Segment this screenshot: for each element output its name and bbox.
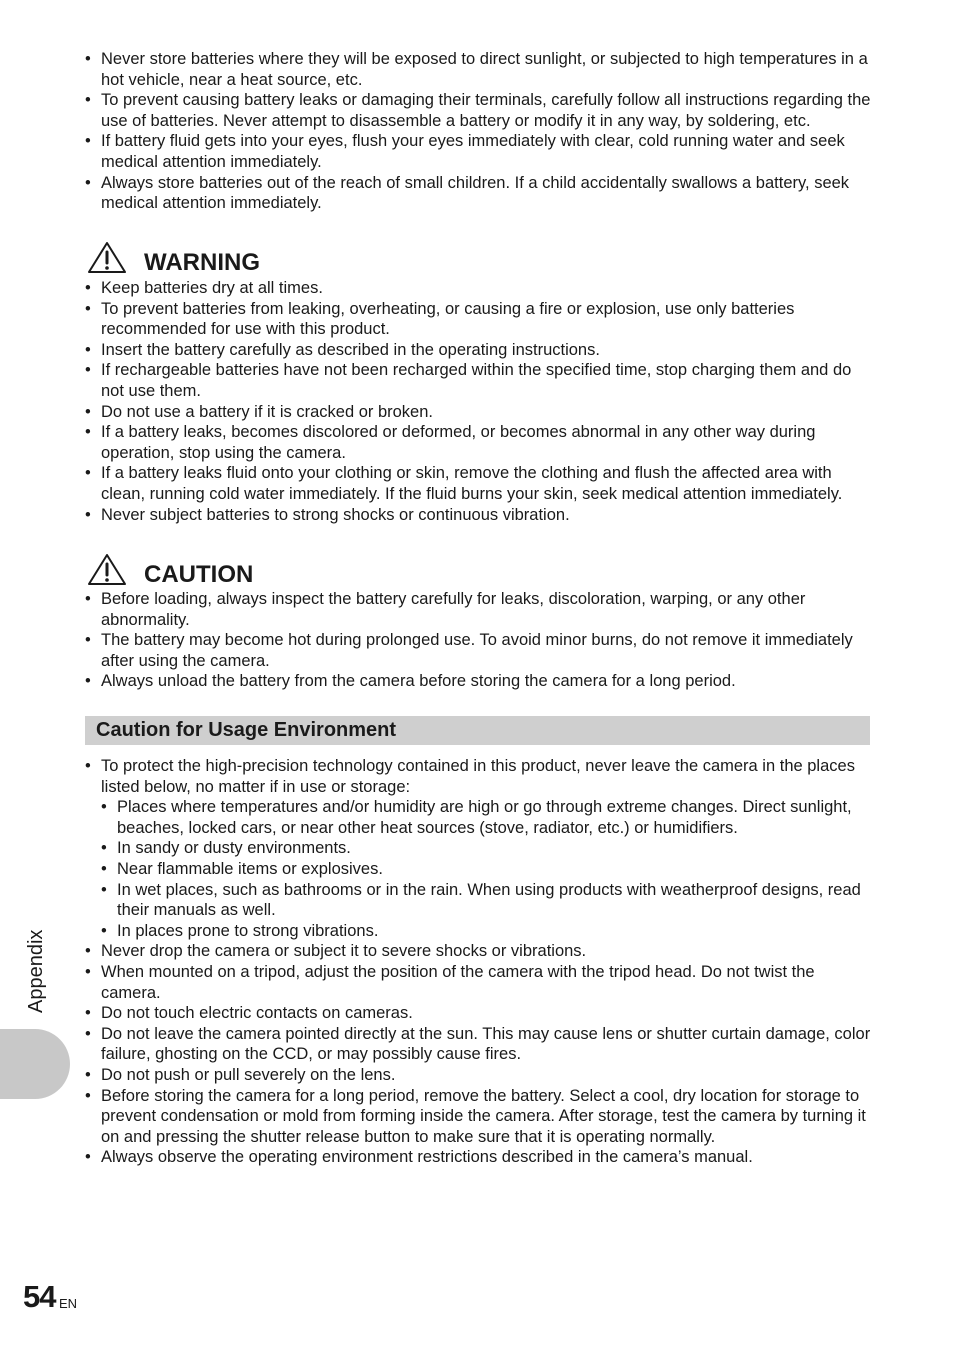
list-item: • The battery may become hot during prolonged use. To avoid minor burns, do not remove it immediately after using the camera.	[85, 630, 875, 671]
caution-triangle-icon	[86, 552, 128, 588]
list-item: • If a battery leaks fluid onto your clothing or skin, remove the clothing and flush the affected area with clean, running cold water immediately. If the fluid burns your skin, seek medical attention immediately.	[85, 463, 875, 504]
section-title: Caution for Usage Environment	[96, 719, 397, 741]
list-item: • Do not leave the camera pointed directly at the sun. This may cause lens or shutter curtain damage, color failure, ghosting on the CCD, or may possibly cause fires.	[85, 1024, 875, 1065]
list-item: • Never subject batteries to strong shocks or continuous vibration.	[85, 505, 875, 526]
list-item: • Never store batteries where they will be exposed to direct sunlight, or subjected to high temperatures in a hot vehicle, near a heat source, etc.	[85, 49, 875, 90]
caution-heading	[86, 552, 386, 588]
intro-list	[85, 49, 875, 214]
warning-list	[85, 278, 875, 525]
warning-title: WARNING	[144, 249, 260, 276]
list-item: • Do not push or pull severely on the lens.	[85, 1065, 875, 1086]
list-item: • Always store batteries out of the reach of small children. If a child accidentally swallows a battery, seek medical attention immediately.	[85, 173, 875, 214]
sub-list-item: • Places where temperatures and/or humidity are high or go through extreme changes. Direct sunlight, beaches, locked cars, or near other heat sources (stove, radiator, etc.) or humidifiers.	[101, 797, 875, 838]
caution-title: CAUTION	[144, 561, 254, 588]
list-item: • Do not touch electric contacts on cameras.	[85, 1003, 875, 1024]
list-item: • Insert the battery carefully as described in the operating instructions.	[85, 340, 875, 361]
section-heading-bar	[85, 716, 870, 745]
list-item: • Before loading, always inspect the battery carefully for leaks, discoloration, warping, or any other abnormality.	[85, 589, 875, 630]
sub-list-item: • Near flammable items or explosives.	[101, 859, 875, 880]
list-item: • To prevent batteries from leaking, overheating, or causing a fire or explosion, use only batteries recommended for use with this product.	[85, 299, 875, 340]
list-item: • Always observe the operating environment restrictions described in the camera’s manual.	[85, 1147, 875, 1168]
caution-list	[85, 589, 875, 692]
sub-list-item: • In sandy or dusty environments.	[101, 838, 875, 859]
sub-list-item: • In wet places, such as bathrooms or in the rain. When using products with weatherproof designs, read their manuals as well.	[101, 880, 875, 921]
list-item: • Never drop the camera or subject it to severe shocks or vibrations.	[85, 941, 875, 962]
list-item: • Keep batteries dry at all times.	[85, 278, 875, 299]
list-item: • Always unload the battery from the camera before storing the camera for a long period.	[85, 671, 875, 692]
list-item: • If rechargeable batteries have not been recharged within the specified time, stop charging them and do not use them.	[85, 360, 875, 401]
chapter-label: Appendix	[25, 929, 47, 1013]
warning-heading	[86, 240, 386, 276]
environment-list	[85, 756, 875, 1168]
list-item: • If battery fluid gets into your eyes, flush your eyes immediately with clear, cold running water and seek medical attention immediately.	[85, 131, 875, 172]
list-item: • When mounted on a tripod, adjust the position of the camera with the tripod head. Do not twist the camera.	[85, 962, 875, 1003]
list-item: • To protect the high-precision technology contained in this product, never leave the camera in the places listed below, no matter if in use or storage:	[85, 756, 875, 797]
chapter-tab	[0, 1029, 70, 1099]
sub-list-item: • In places prone to strong vibrations.	[101, 921, 875, 942]
list-item: • If a battery leaks, becomes discolored or deformed, or becomes abnormal in any other way during operation, stop using the camera.	[85, 422, 875, 463]
page-number: 54	[23, 1279, 56, 1314]
list-item: • To prevent causing battery leaks or damaging their terminals, carefully follow all instructions regarding the use of batteries. Never attempt to disassemble a battery or modify it in any way, by soldering, etc.	[85, 90, 875, 131]
page-language: EN	[59, 1296, 78, 1311]
list-item: • Before storing the camera for a long period, remove the battery. Select a cool, dry location for storage to prevent condensation or mold from forming inside the camera. After storage, test the camera by turning it on and pressing the shutter release button to make sure that it is operating normally.	[85, 1086, 875, 1148]
list-item: • Do not use a battery if it is cracked or broken.	[85, 402, 875, 423]
warning-triangle-icon	[86, 240, 128, 276]
